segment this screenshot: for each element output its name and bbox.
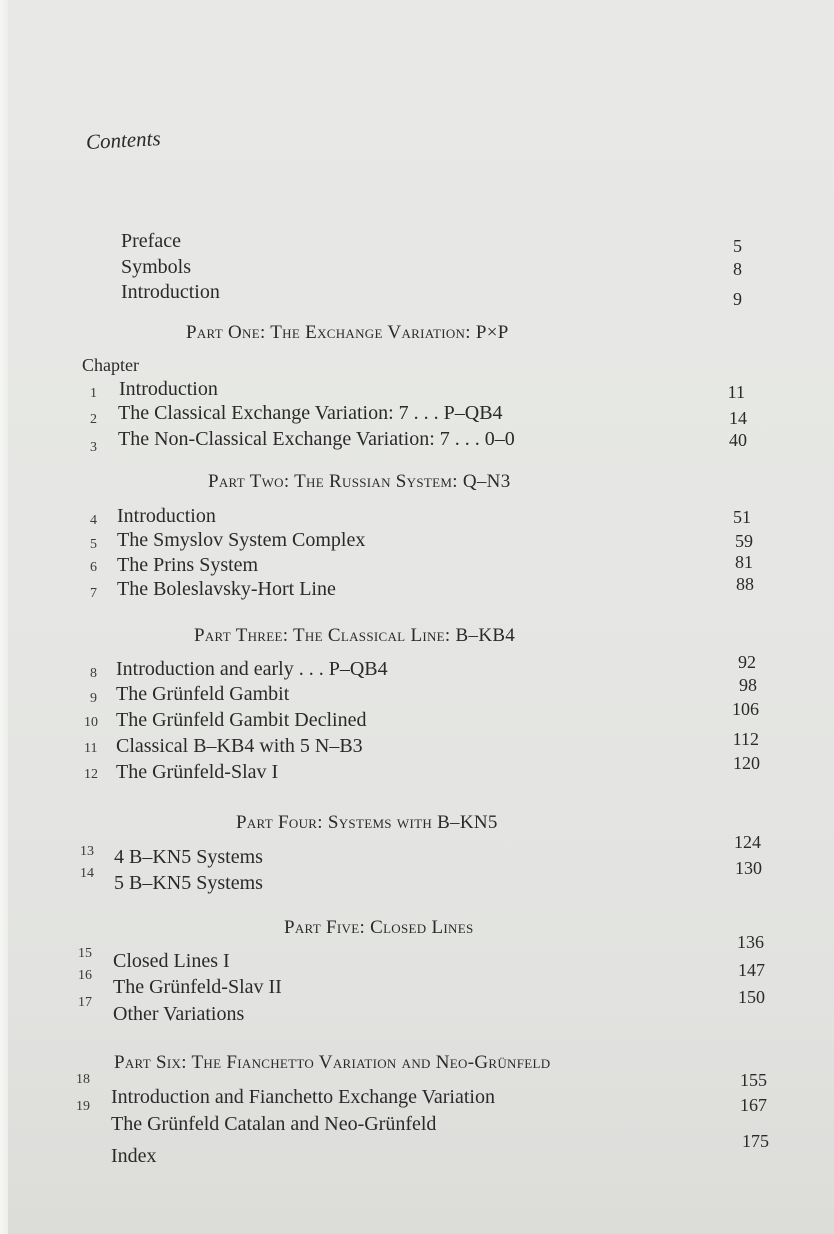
entry-page: 9	[733, 289, 742, 309]
chapter-page: 14	[729, 408, 747, 428]
entry-title: Preface	[121, 230, 181, 252]
part-heading: Part Four: Systems with B–KN5	[236, 812, 498, 833]
chapter-page: 130	[735, 858, 762, 878]
chapter-page: 59	[735, 531, 753, 551]
chapter-entry	[0, 505, 834, 531]
part-heading: Part One: The Exchange Variation: P×P	[186, 322, 509, 343]
chapter-title: The Grünfeld-Slav I	[116, 761, 279, 783]
chapter-title: The Grünfeld-Slav II	[113, 976, 282, 998]
entry-page: 5	[733, 236, 742, 256]
chapter-number: 5	[90, 537, 97, 552]
chapter-title: Classical B–KB4 with 5 N–B3	[116, 735, 363, 757]
chapter-number: 14	[80, 866, 94, 881]
part-heading: Part Three: The Classical Line: B–KB4	[194, 625, 516, 646]
part-heading: Part Five: Closed Lines	[284, 917, 474, 938]
chapter-number: 13	[80, 844, 94, 859]
part-heading: Part Six: The Fianchetto Variation and Neo-Grünfeld	[114, 1052, 551, 1073]
entry-title: Symbols	[121, 256, 192, 278]
chapter-page: 155	[740, 1070, 767, 1090]
chapter-number: 17	[78, 995, 92, 1010]
chapter-number: 19	[76, 1099, 90, 1114]
chapter-number: 15	[78, 946, 92, 961]
part-heading: Part Two: The Russian System: Q–N3	[208, 471, 511, 492]
chapter-title: 4 B–KN5 Systems	[114, 846, 263, 868]
chapter-number: 10	[84, 715, 98, 730]
chapter-title: The Classical Exchange Variation: 7 . . . P–QB4	[118, 402, 503, 424]
chapter-page: 106	[732, 699, 759, 719]
chapter-page: 167	[740, 1095, 767, 1115]
chapter-number: 16	[78, 968, 92, 983]
chapter-number: 9	[90, 691, 97, 706]
chapter-number: 1	[90, 386, 97, 401]
chapter-entry	[0, 858, 834, 898]
chapter-title: Introduction and Fianchetto Exchange Variation	[111, 1086, 495, 1108]
chapter-number: 18	[76, 1072, 90, 1087]
chapter-page: 98	[739, 675, 757, 695]
chapter-number: 6	[90, 560, 97, 575]
index-page: 175	[742, 1131, 769, 1151]
chapter-title: 5 B–KN5 Systems	[114, 872, 263, 894]
chapter-entry	[0, 402, 834, 428]
chapter-page: 92	[738, 652, 756, 672]
chapter-entry	[0, 378, 834, 404]
front-matter-entry	[0, 230, 834, 256]
chapter-number: 11	[84, 741, 98, 756]
chapter-page: 81	[735, 552, 753, 572]
entry-page: 8	[733, 259, 742, 279]
chapter-page: 124	[734, 832, 761, 852]
chapter-title: The Grünfeld Catalan and Neo-Grünfeld	[111, 1113, 437, 1135]
chapter-title: The Grünfeld Gambit	[116, 683, 290, 705]
chapter-title: The Smyslov System Complex	[117, 529, 366, 551]
contents-heading: Contents	[85, 126, 162, 154]
chapter-number: 3	[90, 440, 97, 455]
chapter-page: 150	[738, 987, 765, 1007]
chapter-number: 4	[90, 513, 97, 528]
chapter-page: 112	[732, 729, 759, 749]
chapter-page: 147	[738, 960, 765, 980]
chapter-number: 2	[90, 412, 97, 427]
chapter-title: Closed Lines I	[113, 950, 230, 972]
chapter-page: 136	[737, 932, 764, 952]
page-edge	[0, 0, 8, 1234]
chapter-entry	[0, 753, 834, 787]
chapter-title: The Boleslavsky-Hort Line	[117, 578, 336, 600]
chapter-number: 12	[84, 767, 98, 782]
chapter-title: Introduction	[117, 505, 216, 527]
chapter-number: 8	[90, 666, 97, 681]
chapter-number: 7	[90, 586, 97, 601]
front-matter-entry	[0, 281, 834, 307]
index-title: Index	[111, 1145, 157, 1167]
index-entry	[0, 1131, 834, 1171]
chapter-page: 88	[736, 574, 754, 594]
front-matter-entry	[0, 256, 834, 282]
chapter-column-label: Chapter	[82, 355, 139, 375]
chapter-title: The Non-Classical Exchange Variation: 7 . . . 0–0	[118, 428, 515, 450]
chapter-page: 11	[727, 382, 745, 402]
chapter-entry	[0, 574, 834, 604]
chapter-title: Introduction	[119, 378, 218, 400]
chapter-title: The Prins System	[117, 554, 259, 576]
chapter-title: The Grünfeld Gambit Declined	[116, 709, 367, 731]
entry-title: Introduction	[121, 281, 220, 303]
chapter-title: Other Variations	[113, 1003, 245, 1025]
chapter-page: 120	[733, 753, 760, 773]
chapter-entry	[0, 428, 834, 454]
chapter-page: 51	[733, 507, 751, 527]
chapter-page: 40	[729, 430, 747, 450]
chapter-title: Introduction and early . . . P–QB4	[116, 658, 388, 680]
